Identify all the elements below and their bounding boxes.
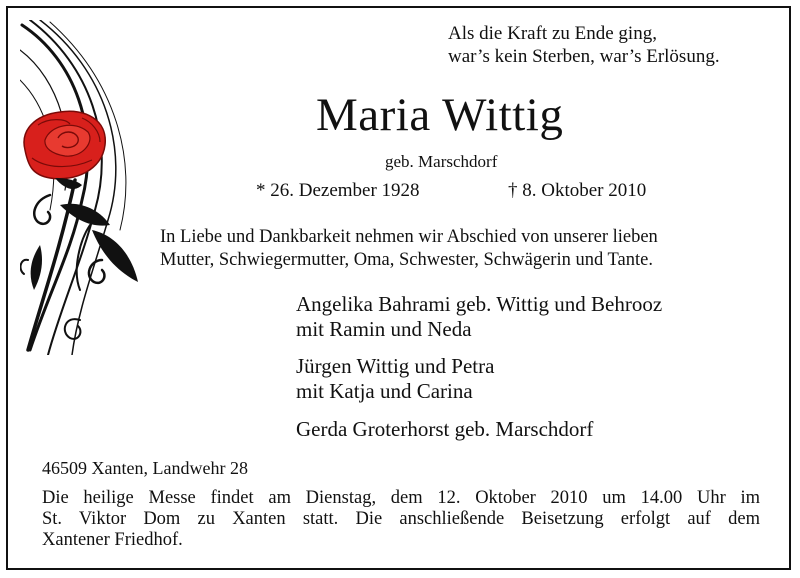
mourner-group xyxy=(296,292,662,342)
death-date: † 8. Oktober 2010 xyxy=(508,180,647,201)
address: 46509 Xanten, Landwehr 28 xyxy=(42,458,248,478)
mourner-line: Gerda Groterhorst geb. Marschdorf xyxy=(296,417,594,441)
birth-date: * 26. Dezember 1928 xyxy=(256,180,420,201)
notice-line: Xantener Friedhof. xyxy=(42,530,183,550)
motto-line: Als die Kraft zu Ende ging, xyxy=(448,23,657,44)
mourner-line: Jürgen Wittig und Petra xyxy=(296,354,495,378)
mourner-line: Angelika Bahrami geb. Wittig und Behrooz xyxy=(296,292,663,316)
mourner-group xyxy=(296,417,593,442)
farewell-text xyxy=(160,226,658,272)
motto xyxy=(448,22,720,68)
rose-icon xyxy=(20,20,150,355)
deceased-name: Maria Wittig xyxy=(316,89,564,141)
notice-line: Die heilige Messe findet am Dienstag, dem 12. Oktober 2010 um 14.00 Uhr im xyxy=(42,488,760,508)
mourner-line: mit Ramin und Neda xyxy=(296,317,472,341)
birth-name: geb. Marschdorf xyxy=(385,152,498,171)
mourner-line: mit Katja und Carina xyxy=(296,379,473,403)
mourner-group xyxy=(296,354,494,404)
motto-line: war’s kein Sterben, war’s Erlösung. xyxy=(448,46,720,67)
notice-line: St. Viktor Dom zu Xanten statt. Die anschließende Beisetzung erfolgt auf dem xyxy=(42,509,760,529)
funeral-notice xyxy=(42,488,760,551)
farewell-line: In Liebe und Dankbarkeit nehmen wir Abschied von unserer lieben xyxy=(160,227,658,247)
farewell-line: Mutter, Schwiegermutter, Oma, Schwester, Schwägerin und Tante. xyxy=(160,250,653,270)
